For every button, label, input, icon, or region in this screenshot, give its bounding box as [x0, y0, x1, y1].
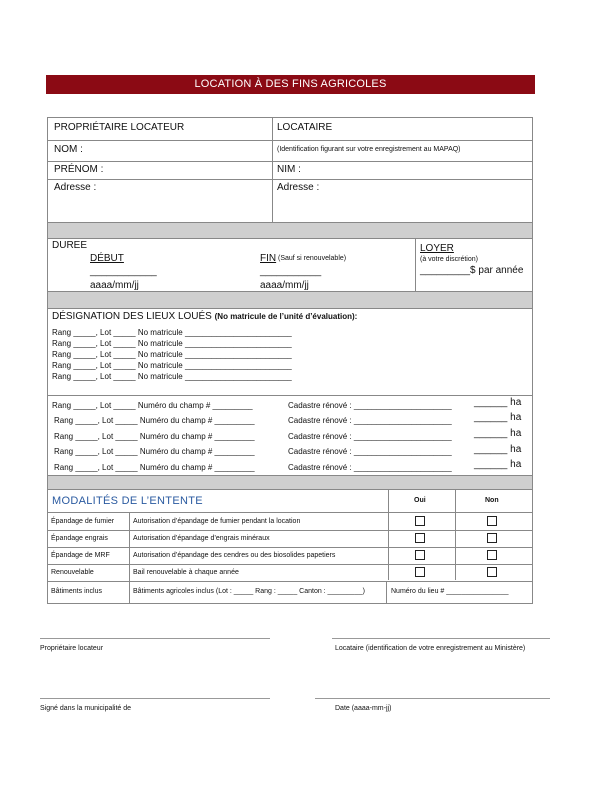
modalite-desc: Autorisation d’épandage d’engrais minéraux	[133, 535, 270, 542]
tenant-address-label: Adresse :	[277, 182, 320, 193]
lot-row: Rang _____, Lot _____ No matricule ________________________	[52, 350, 292, 359]
oui-checkbox[interactable]	[415, 533, 425, 543]
field-row-cadastre: Cadastre rénové : ______________________	[288, 401, 452, 410]
separator-bar	[48, 222, 532, 238]
oui-checkbox[interactable]	[415, 516, 425, 526]
field-row-cadastre: Cadastre rénové : ______________________	[288, 432, 452, 441]
owner-signature-label: Propriétaire locateur	[40, 645, 104, 652]
non-checkbox[interactable]	[487, 533, 497, 543]
modalite-desc: Autorisation d’épandage des cendres ou des biosolides papetiers	[133, 552, 336, 559]
tenant-signature-line[interactable]	[332, 638, 550, 639]
field-row-cadastre: Cadastre rénové : ______________________	[288, 447, 452, 456]
modalite-label: Épandage de MRF	[51, 552, 110, 559]
field-row-left: Rang _____, Lot _____ Numéro du champ # _________	[54, 447, 255, 456]
field-row-ha: ______ ha	[474, 459, 522, 470]
prenom-label: PRÉNOM :	[54, 164, 104, 175]
field-row-ha: ______ ha	[474, 428, 522, 439]
loyer-note: (à votre discrétion)	[420, 256, 478, 263]
field-row-left: Rang _____, Lot _____ Numéro du champ # _________	[52, 401, 253, 410]
modalite-desc: Bail renouvelable à chaque année	[133, 569, 239, 576]
debut-format: aaaa/mm/jj	[90, 280, 139, 291]
modalite-desc: Autorisation d’épandage de fumier pendant la location	[133, 518, 301, 525]
loyer-line: _________$ par année	[420, 265, 524, 276]
field-row-left: Rang _____, Lot _____ Numéro du champ # _________	[54, 416, 255, 425]
oui-checkbox[interactable]	[415, 550, 425, 560]
numero-lieu: Numéro du lieu # ________________	[391, 588, 509, 595]
lot-row: Rang _____, Lot _____ No matricule ________________________	[52, 328, 292, 337]
modalite-label: Renouvelable	[51, 569, 94, 576]
tenant-heading: LOCATAIRE	[277, 122, 333, 133]
non-checkbox[interactable]	[487, 516, 497, 526]
oui-checkbox[interactable]	[415, 567, 425, 577]
owner-address-label: Adresse :	[54, 182, 97, 193]
form-title-banner: LOCATION À DES FINS AGRICOLES	[46, 75, 535, 94]
field-row-cadastre: Cadastre rénové : ______________________	[288, 463, 452, 472]
field-row-ha: ______ ha	[474, 397, 522, 408]
tenant-signature-label: Locataire (identification de votre enregistrement au Ministère)	[335, 645, 526, 652]
separator-bar	[48, 475, 532, 489]
municipality-signature-line[interactable]	[40, 698, 270, 699]
field-row-left: Rang _____, Lot _____ Numéro du champ # _________	[54, 463, 255, 472]
date-label: Date (aaaa-mm-jj)	[335, 705, 392, 712]
date-signature-line[interactable]	[315, 698, 550, 699]
oui-header: Oui	[414, 497, 426, 504]
fin-line: ___________	[260, 266, 322, 277]
designation-title: DÉSIGNATION DES LIEUX LOUÉS (No matricule de l’unité d’évaluation):	[52, 311, 358, 322]
debut-label: DÉBUT	[90, 253, 124, 264]
loyer-label: LOYER	[420, 243, 454, 254]
debut-line: ____________	[90, 266, 157, 277]
mapaq-note: (Identification figurant sur votre enregistrement au MAPAQ)	[277, 146, 461, 153]
duree-label: DUREE	[52, 240, 88, 251]
owner-signature-line[interactable]	[40, 638, 270, 639]
non-checkbox[interactable]	[487, 567, 497, 577]
modalite-label: Épandage engrais	[51, 535, 108, 542]
field-row-left: Rang _____, Lot _____ Numéro du champ # _________	[54, 432, 255, 441]
batiments-desc: Bâtiments agricoles inclus (Lot : _____ Rang : _____ Canton : _________)	[133, 588, 365, 595]
lot-row: Rang _____, Lot _____ No matricule ________________________	[52, 339, 292, 348]
modalites-title: MODALITÉS DE L’ENTENTE	[52, 495, 203, 507]
field-row-ha: ______ ha	[474, 444, 522, 455]
nim-label: NIM :	[277, 164, 301, 175]
field-row-ha: ______ ha	[474, 412, 522, 423]
nom-label: NOM :	[54, 144, 83, 155]
non-header: Non	[485, 497, 499, 504]
lot-row: Rang _____, Lot _____ No matricule ________________________	[52, 372, 292, 381]
modalite-label: Épandage de fumier	[51, 518, 115, 525]
non-checkbox[interactable]	[487, 550, 497, 560]
fin-format: aaaa/mm/jj	[260, 280, 309, 291]
batiments-label: Bâtiments inclus	[51, 588, 102, 595]
lot-row: Rang _____, Lot _____ No matricule ________________________	[52, 361, 292, 370]
fin-label: FIN	[260, 253, 277, 264]
separator-bar	[48, 292, 532, 308]
municipality-label: Signé dans la municipalité de	[40, 705, 132, 712]
fin-note: (Sauf si renouvelable)	[278, 255, 347, 262]
owner-heading: PROPRIÉTAIRE LOCATEUR	[54, 122, 185, 133]
field-row-cadastre: Cadastre rénové : ______________________	[288, 416, 452, 425]
